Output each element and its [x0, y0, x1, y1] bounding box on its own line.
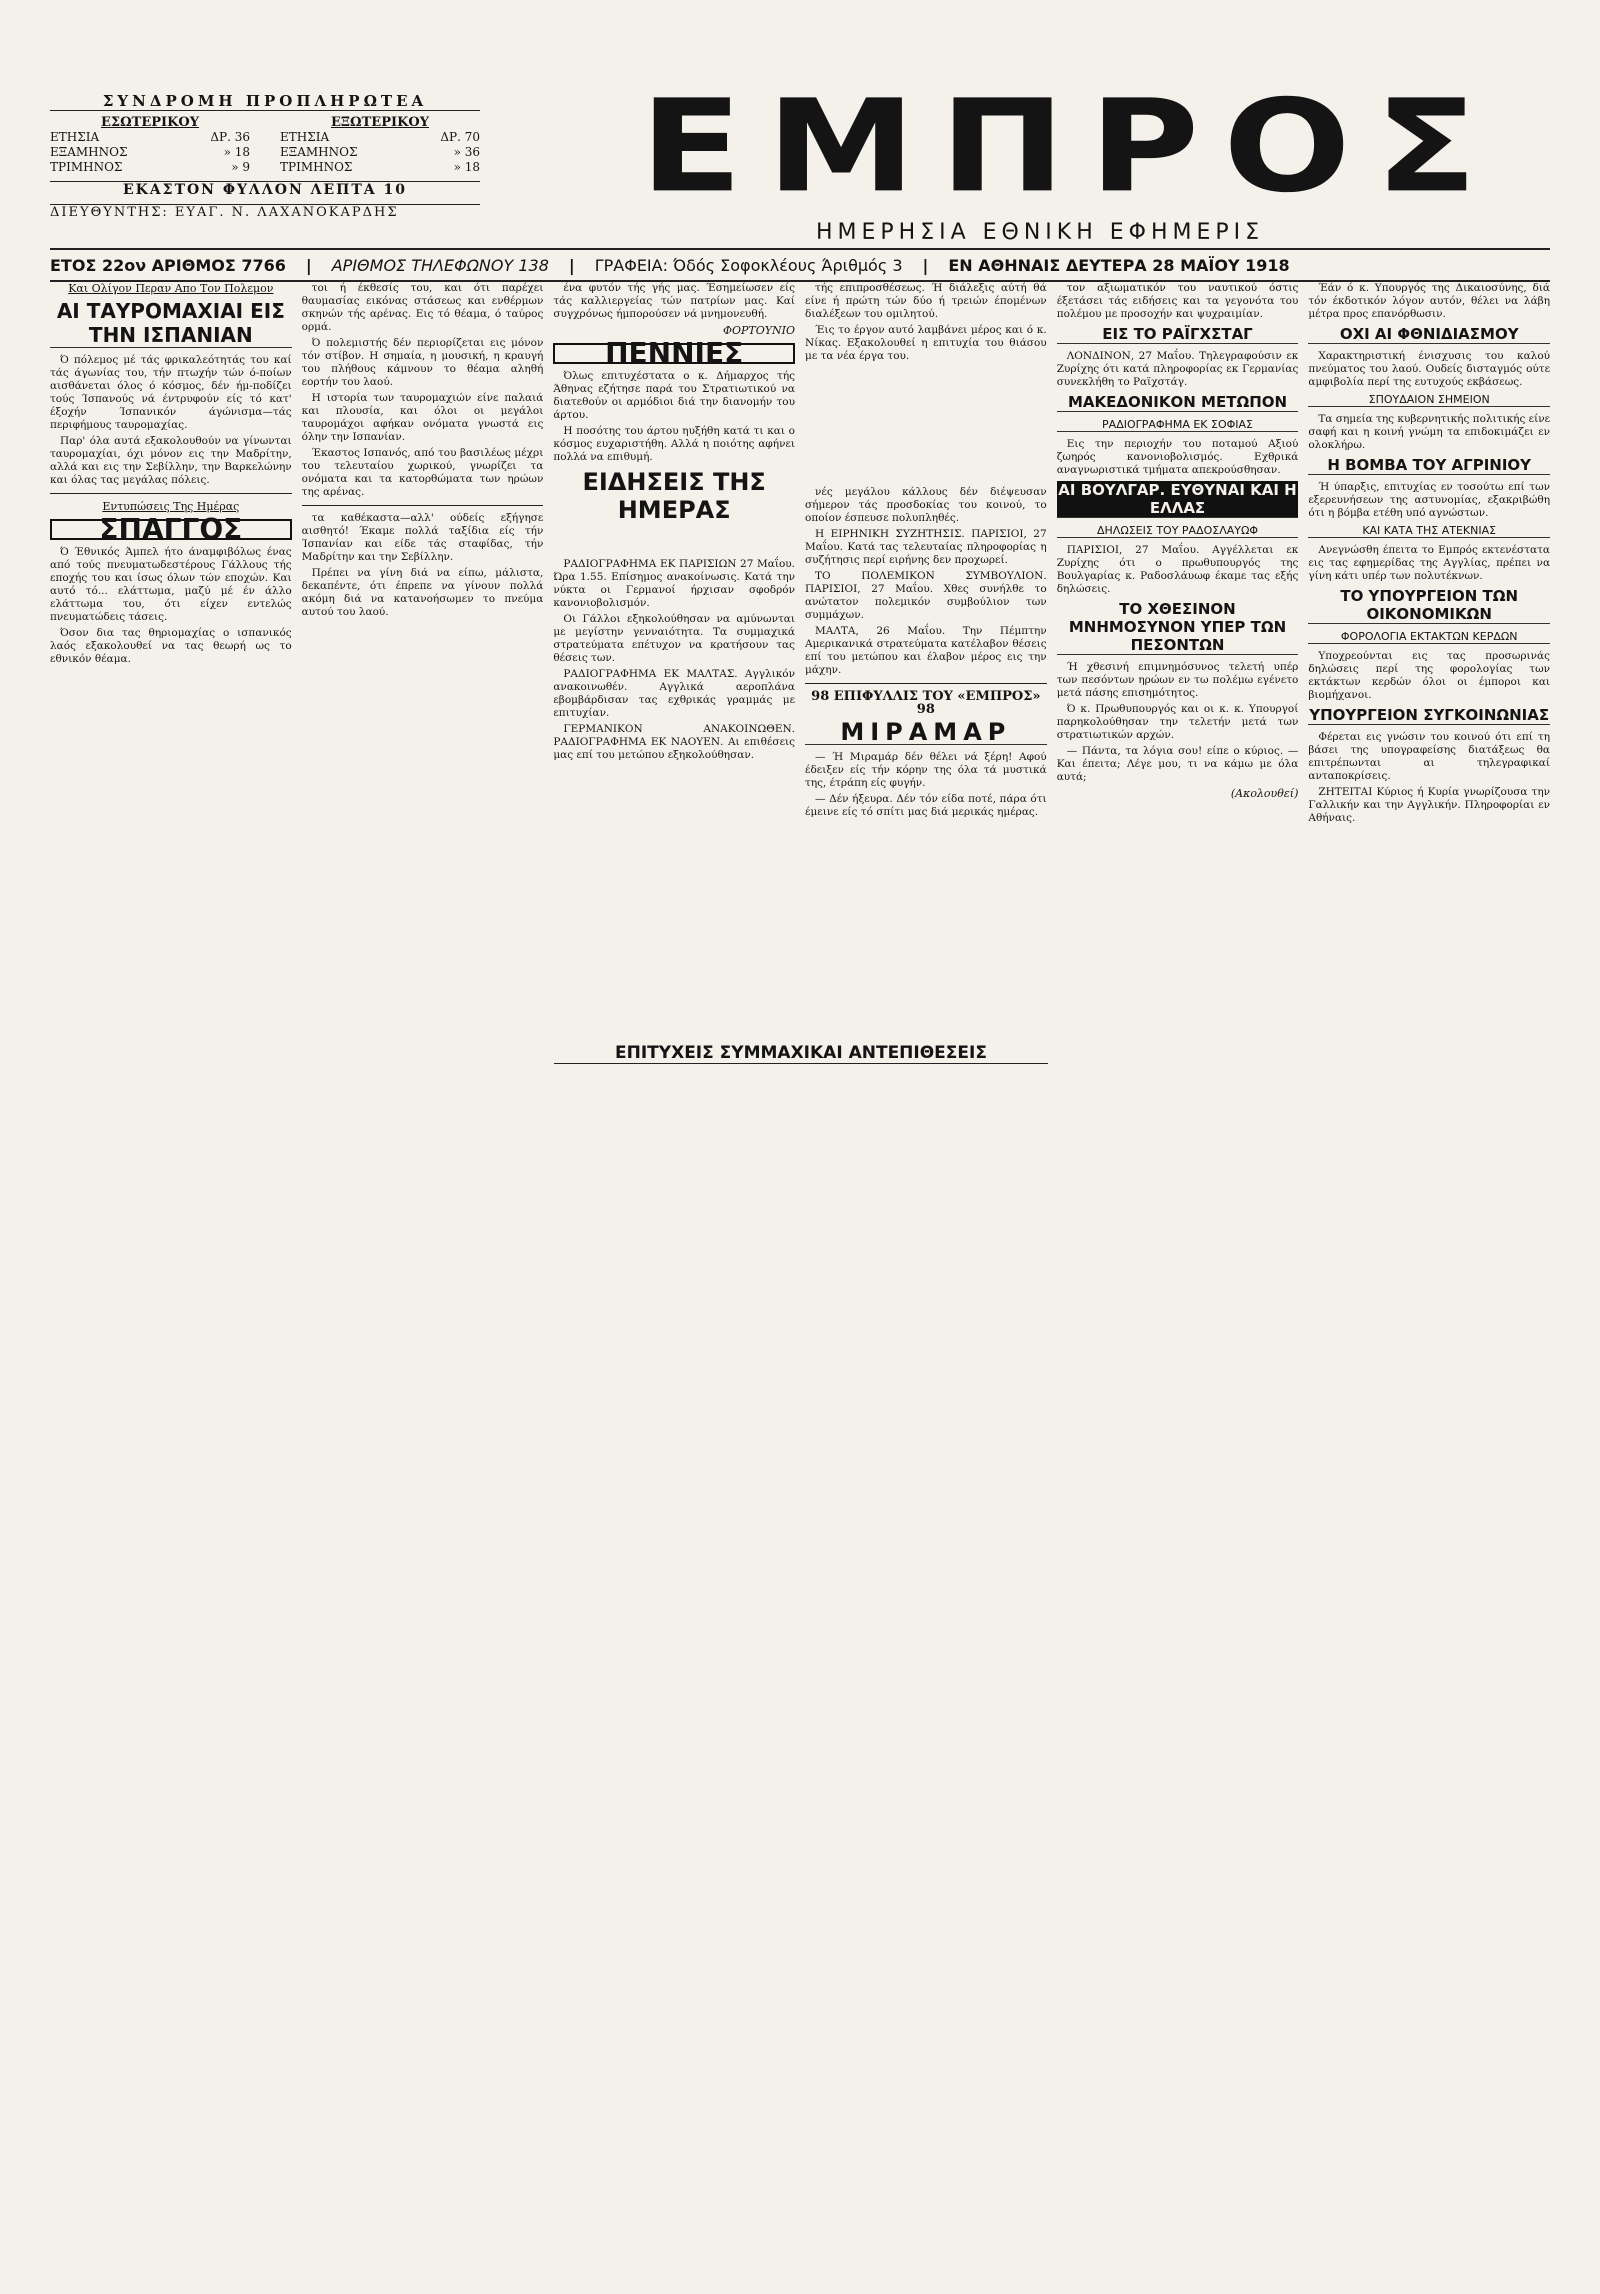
section-subheadline: ΦΟΡΟΛΟΓΙΑ ΕΚΤΑΚΤΩΝ ΚΕΡΔΩΝ: [1308, 630, 1550, 644]
article-paragraph: Χαρακτηριστική ένισχυσις του καλού πνεύματος του λαού. Ουδείς δισταγμός ούτε αμφιβολία περί της ευτυχούς εκβάσεως.: [1308, 350, 1551, 388]
article-paragraph: ΛΟΝΔΙΝΟΝ, 27 Μαΐου. Τηλεγραφούσιν εκ Ζυρίχης ότι κατά πληροφορίας εκ Γερμανίας συνεκλήθη το Ραϊχστάγ.: [1056, 350, 1299, 388]
section-headline: ΣΠΟΥΔΑΙΟΝ ΣΗΜΕΙΟΝ: [1308, 393, 1550, 407]
article-paragraph: Όλως επιτυχέστατα ο κ. Δήμαρχος τής Άθηνας εζήτησε παρά του Στρατιωτικού να διατεθούν οι αρμόδιοι διά την διανομήν του άρτου.: [553, 370, 796, 421]
article-paragraph: Ό πόλεμος μέ τάς φρικαλεότητάς του καί τάς άγωνίας του, τήν πτωχήν τών ό-ποίων αισθάνεται όλος ό κόσμος, δέν ήμ-ποδίζει τούς Ίσπανούς νά έντρυφούν είς τό κατ' έξοχήν Ίσπανικόν άγώνισμα—τάς περιφήμους ταυρομαχίας.: [50, 354, 292, 431]
section-headline: ΕΙΣ ΤΟ ΡΑΪΓΧΣΤΑΓ: [1057, 325, 1299, 344]
price-term: ΕΤΗΣΙΑ: [50, 130, 100, 144]
section-subheadline: ΔΗΛΩΣΕΙΣ ΤΟΥ ΡΑΔΟΣΛΑΥΩΦ: [1057, 524, 1299, 538]
article-paragraph: Πρέπει να γίνη διά να είπω, μάλιστα, δεκαπέντε, ότι έπρεπε να γίνουν πολλά ακόμη διά να κατανοήσωμεν το πνεύμα αυτού του λαού.: [301, 567, 544, 618]
wide-headline: ΕΠΙΤΥΧΕΙΣ ΣΥΜΜΑΧΙΚΑΙ ΑΝΤΕΠΙΘΕΣΕΙΣ: [554, 1043, 1048, 1064]
article-paragraph: Έάν ό κ. Υπουργός της Δικαιοσύνης, διά τόν έκδοτικόν λόγον αυτόν, θέλει να λάβη μέτρα προς επανόρθωσιν.: [1308, 282, 1551, 320]
article-paragraph: Ό πολεμιστής δέν περιορίζεται εις μόνον τόν στίβον. Η σημαία, η μουσική, η κραυγή του πλήθους κάμνουν το θέαμα αληθή εορτήν του λαού.: [301, 337, 544, 388]
article-paragraph: Τα σημεία της κυβερνητικής πολιτικής είνε σαφή και η κοινή γνώμη τα επιδοκιμάζει εν ολοκλήρω.: [1308, 413, 1551, 451]
article-paragraph: Οι Γάλλοι εξηκολούθησαν να αμύνωνται με μεγίστην γενναιότητα. Τα συμμαχικά στρατεύματα επέτυχον να κρατήσουν τας θέσεις των.: [553, 613, 796, 664]
article-paragraph: Ή χθεσινή επιμνημόσυνος τελετή υπέρ των πεσόντων ηρώων εν τω πολέμω εγένετο μετά πάσης επισημότητος.: [1056, 661, 1299, 699]
article-paragraph: — Πάντα, τα λόγια σου! είπε ο κύριος. — Και έπειτα; Λέγε μου, τι να κάμω με όλα αυτά;: [1056, 745, 1299, 783]
article-paragraph: Ανεγνώσθη έπειτα το Εμπρός εκτενέστατα εις τας εφημερίδας της Αγγλίας, πρέπει να γίνη κάτι υπέρ των πολυτέκνων.: [1308, 544, 1551, 582]
article-paragraph: Εις την περιοχήν του ποταμού Αξιού ζωηρός κανονιοβολισμός. Εχθρικά αναγνωριστικά τμήματα απεκρούσθησαν.: [1056, 438, 1299, 476]
article-paragraph: τοι ή έκθεσίς του, και ότι παρέχει θαυμασίας εικόνας στάσεως και ενθέρμων σκηνών τής αρένας. Εις τό θέαμα, ό ταύρος ορμά.: [301, 282, 544, 333]
serial-label: 98 ΕΠΙΦΥΛΛΙΣ ΤΟΥ «ΕΜΠΡΟΣ» 98: [811, 689, 1041, 717]
article-paragraph: ΡΑΔΙΟΓΡΑΦΗΜΑ ΕΚ ΜΑΛΤΑΣ. Αγγλικόν ανακοινωθέν. Αγγλικά αεροπλάνα εβομβάρδισαν τας εχθρικάς γραμμάς με επιτυχίαν.: [553, 668, 796, 719]
section-subheadline: ΡΑΔΙΟΓΡΑΦΗΜΑ ΕΚ ΣΟΦΙΑΣ: [1057, 418, 1299, 432]
article-paragraph: νές μεγάλου κάλλους δέν διέψευσαν σήμερον τάς προσδοκίας του κοινού, το οποίον έσπευσε πολυπληθές.: [805, 486, 1047, 524]
article-paragraph: ΤΟ ΠΟΛΕΜΙΚΟΝ ΣΥΜΒΟΥΛΙΟΝ. ΠΑΡΙΣΙΟΙ, 27 Μαΐου. Χθες συνήλθε το ανώτατον πολεμικόν συμβούλιον των συμμάχων.: [805, 570, 1047, 621]
column-5: [1057, 282, 1299, 2272]
article-paragraph: — Ή Μιραμάρ δέν θέλει νά ξέρη! Αφού έδειξεν είς τήν κόρην της όλα τά μυστικά της, έτράπη είς φυγήν.: [805, 751, 1047, 789]
section-headline: ΥΠΟΥΡΓΕΙΟΝ ΣΥΓΚΟΙΝΩΝΙΑΣ: [1309, 706, 1550, 724]
section-box-title: ΠΕΝΝΙΕΣ: [553, 343, 795, 364]
subscription-title: ΣΥΝΔΡΟΜΗ ΠΡΟΠΛΗΡΩΤΕΑ: [50, 92, 480, 111]
section-headline: ΜΑΚΕΔΟΝΙΚΟΝ ΜΕΤΩΠΟΝ: [1057, 393, 1299, 412]
article-paragraph: Έις το έργον αυτό λαμβάνει μέρος και ό κ. Νίκας. Εξακολουθεί η επιτυχία του θιάσου με τα νέα έργα του.: [805, 324, 1047, 362]
article-paragraph: ΓΕΡΜΑΝΙΚΟΝ ΑΝΑΚΟΙΝΩΘΕΝ. ΡΑΔΙΟΓΡΑΦΗΜΑ ΕΚ ΝΑΟΥΕΝ. Αι επιθέσεις μας επί του μετώπου εξηκολούθησαν.: [553, 723, 796, 761]
article-columns: [50, 282, 1550, 2272]
article-paragraph: Όσον δια τας θηριομαχίας ο ισπανικός λαός εξακολουθεί να τας θεωρή ως το εθνικόν θέαμα.: [50, 627, 292, 665]
article-paragraph: τής επιπροσθέσεως. Ή διάλεξις αύτή θά είνε ή πρώτη τών δύο ή τρειών έπομένων διαλέξεων του ομιλητού.: [805, 282, 1047, 320]
article-paragraph: ένα φυτόν τής γής μας. Έσημείωσεν είς τάς καλλιεργείας τών πατρίων μας. Καί συγχρόνως ήμπορούσεν νά μνημονευθή.: [553, 282, 796, 320]
section-box-title: ΣΠΑΓΓΟΣ: [50, 519, 292, 540]
serial-continues: (Ακολουθεί): [1230, 787, 1299, 800]
price-term: ΤΡΙΜΗΝΟΣ: [280, 160, 353, 174]
column-3: [553, 282, 795, 2272]
column-2: [302, 282, 544, 2272]
section-label: Εντυπώσεις Της Ημέρας: [102, 500, 240, 513]
price-term: ΕΤΗΣΙΑ: [280, 130, 330, 144]
article-paragraph: Ό κ. Πρωθυπουργός και οι κ. κ. Υπουργοί παρηκολούθησαν την τελετήν μετά των στρατιωτικών αρχών.: [1056, 703, 1299, 741]
issue-ribbon: ΕΤΟΣ 22ον ΑΡΙΘΜΟΣ 7766 | ΑΡΙΘΜΟΣ ΤΗΛΕΦΩΝΟΥ 138 | ΓΡΑΦΕΙΑ: Όδός Σοφοκλέους Άριθμός 3 | ΕΝ ΑΘΗΝΑΙΣ ΔΕΥΤΕΡΑ 28 ΜΑΪΟΥ 1918: [50, 248, 1550, 282]
article-paragraph: Έκαστος Ισπανός, από του βασιλέως μέχρι του τελευταίου χωρικού, γνωρίζει τα ονόματα και τα κατορθώματα των ηρώων της αρένας.: [301, 447, 544, 498]
masthead: [50, 73, 1580, 252]
price-value: » 9: [231, 160, 250, 174]
article-paragraph: Ό Έθνικός Άμπελ ήτο άναμφιβόλως ένας από τούς πνευματωδεστέρους Γάλλους τής εποχής του και ίσως όλων τών εποχών. Και αυτό τό... ελάττωμα, μαζύ μέ έν άλλο ελάττωμα του, ότι είχεν εντελώς πνευματώδεις τάσεις.: [50, 546, 292, 623]
office-address: ΓΡΑΦΕΙΑ: Όδός Σοφοκλέους Άριθμός 3: [594, 255, 903, 275]
domestic-label: ΕΣΩΤΕΡΙΚΟΥ: [100, 115, 199, 130]
newspaper-logo: ΕΜΠΡΟΣ: [640, 73, 1502, 221]
phone-number: ΑΡΙΘΜΟΣ ΤΗΛΕΦΩΝΟΥ 138: [331, 255, 549, 275]
classified-note: ΖΗΤΕΙΤΑΙ Κύριος ή Κυρία γνωρίζουσα την Γαλλικήν και την Αγγλικήν. Πληροφορίαι εν Αθήναις.: [1308, 786, 1551, 824]
column-4: [805, 282, 1047, 2272]
article-paragraph: τον αξιωματικόν του ναυτικού όστις έξετάσει τάς ειδήσεις και τα γεγονότα του πολέμου με προσοχήν και ψυχραιμίαν.: [1056, 282, 1299, 320]
section-headline: ΚΑΙ ΚΑΤΑ ΤΗΣ ΑΤΕΚΝΙΑΣ: [1308, 524, 1550, 538]
issue-price: ΕΚΑΣΤΟΝ ΦΥΛΛΟΝ ΛΕΠΤΑ 10: [50, 181, 480, 198]
price-term: ΕΞΑΜΗΝΟΣ: [50, 145, 128, 159]
article-headline: ΑΙ ΤΑΥΡΟΜΑΧΙΑΙ ΕΙΣ ΤΗΝ ΙΣΠΑΝΙΑΝ: [50, 299, 292, 348]
article-paragraph: — Δέν ήξευρα. Δέν τόν είδα ποτέ, πάρα ότι έμεινε είς τό σπίτι μας διά μερικάς ημέρας.: [805, 793, 1047, 818]
section-headline: ΤΟ ΧΘΕΣΙΝΟΝ ΜΝΗΜΟΣΥΝΟΝ ΥΠΕΡ ΤΩΝ ΠΕΣΟΝΤΩΝ: [1057, 600, 1299, 655]
article-paragraph: τα καθέκαστα—αλλ' ούδείς εξήγησε αισθητό! Έκαμε πολλά ταξίδια είς τήν Ίσπανίαν και είδε τάς σταφίδας, τήν Μαδρίτην και την Σεβίλλην.: [301, 512, 544, 563]
section-headline: ΟΧΙ ΑΙ ΦΘΝΙΔΙΑΣΜΟΥ: [1308, 325, 1550, 344]
price-value: ΔΡ. 70: [440, 130, 480, 144]
subscription-block: [50, 92, 610, 252]
price-term: ΕΞΑΜΗΝΟΣ: [280, 145, 358, 159]
price-value: » 18: [223, 145, 250, 159]
article-paragraph: Η ποσότης του άρτου ηυξήθη κατά τι και ο κόσμος ευχαριστήθη. Αλλά η ποιότης αφήνει πολλά να επιθυμή.: [553, 425, 796, 463]
column-1: [50, 282, 292, 2272]
director: ΔΙΕΥΘΥΝΤΗΣ: ΕΥΑΓ. Ν. ΛΑΧΑΝΟΚΑΡΔΗΣ: [50, 204, 480, 220]
article-paragraph: ΠΑΡΙΣΙΟΙ, 27 Μαΐου. Αγγέλλεται εκ Ζυρίχης ότι ο πρωθυπουργός της Βουλγαρίας κ. Ραδοσλάυωφ έκαμε τας εξής δηλώσεις.: [1056, 544, 1299, 595]
section-headline: ΤΟ ΥΠΟΥΡΓΕΙΟΝ ΤΩΝ ΟΙΚΟΝΟΜΙΚΩΝ: [1308, 587, 1550, 624]
issue-date: ΕΝ ΑΘΗΝΑΙΣ ΔΕΥΤΕΡΑ 28 ΜΑΪΟΥ 1918: [948, 255, 1290, 275]
price-value: » 18: [453, 160, 480, 174]
domestic-prices: [50, 115, 250, 175]
article-signature: ΦΟΡΤΟΥΝΙΟ: [722, 324, 796, 337]
price-value: ΔΡ. 36: [210, 130, 250, 144]
section-headline: ΑΙ ΒΟΥΛΓΑΡ. ΕΥΘΥΝΑΙ ΚΑΙ Η ΕΛΛΑΣ: [1058, 481, 1297, 517]
section-headline: Η ΒΟΜΒΑ ΤΟΥ ΑΓΡΙΝΙΟΥ: [1308, 456, 1550, 475]
column-6: [1308, 282, 1550, 2272]
article-paragraph: Φέρεται εις γνώσιν του κοινού ότι επί τη βάσει της υπογραφείσης διατάξεως θα επιτρέπωνται αι τηλεγραφικαί ανταποκρίσεις.: [1308, 731, 1551, 782]
article-paragraph: ΜΑΛΤΑ, 26 Μαΐου. Την Πέμπτην Αμερικανικά στρατεύματα κατέλαβον θέσεις επί του μετώπου και έλαβον μέρος εις την μάχην.: [805, 625, 1047, 676]
article-paragraph: ΡΑΔΙΟΓΡΑΦΗΜΑ ΕΚ ΠΑΡΙΣΙΩΝ 27 Μαΐου. Ώρα 1.55. Επίσημος ανακοίνωσις. Κατά την νύκτα οι Γερμανοί ήρχισαν σφοδρόν κανονιοβολισμόν.: [553, 558, 796, 609]
price-value: » 36: [453, 145, 480, 159]
article-paragraph: Ή ύπαρξις, επιτυχίας εν τοσούτω επί των εξερευνήσεων της αστυνομίας, εξακριβώθη ότι η βόμβα ετέθη υπό αγνώστων.: [1308, 481, 1551, 519]
article-paragraph: Η ΕΙΡΗΝΙΚΗ ΣΥΖΗΤΗΣΙΣ. ΠΑΡΙΣΙΟΙ, 27 Μαΐου. Κατά τας τελευταίας πληροφορίας η συζήτησις περί ειρήνης δεν προχωρεί.: [805, 528, 1047, 566]
news-section-headline: ΕΙΔΗΣΕΙΣ ΤΗΣ ΗΜΕΡΑΣ: [582, 468, 766, 524]
issue-year: ΕΤΟΣ 22ον ΑΡΙΘΜΟΣ 7766: [50, 255, 286, 275]
serial-headline: ΜΙΡΑΜΑΡ: [805, 720, 1047, 745]
price-term: ΤΡΙΜΗΝΟΣ: [50, 160, 123, 174]
tagline: ΗΜΕΡΗΣΙΑ ΕΘΝΙΚΗ ΕΦΗΜΕΡΙΣ: [815, 220, 1265, 245]
foreign-label: ΕΞΩΤΕΡΙΚΟΥ: [331, 115, 429, 130]
foreign-prices: [280, 115, 480, 175]
article-kicker: Και Ολίγον Περαν Απο Τον Πολεμον: [68, 282, 274, 295]
article-paragraph: Υποχρεούνται εις τας προσωρινάς δηλώσεις περί της φορολογίας των εκτάκτων κερδών όλοι οι έμποροι και βιομήχανοι.: [1308, 650, 1551, 701]
article-paragraph: Η ιστορία των ταυρομαχιών είνε παλαιά και πλουσία, και όλοι οι μεγάλοι ταυρομάχοι αφήκαν ονόματα γνωστά εις όλην την Ισπανίαν.: [301, 392, 544, 443]
article-paragraph: Παρ' όλα αυτά εξακολουθούν να γίνωνται ταυρομαχίαι, όχι μόνον εις την Μαδρίτην, αλλά και εις την Σεβίλλην, την Βαρκελώνην και όλας τας μεγάλας πόλεις.: [50, 435, 292, 486]
